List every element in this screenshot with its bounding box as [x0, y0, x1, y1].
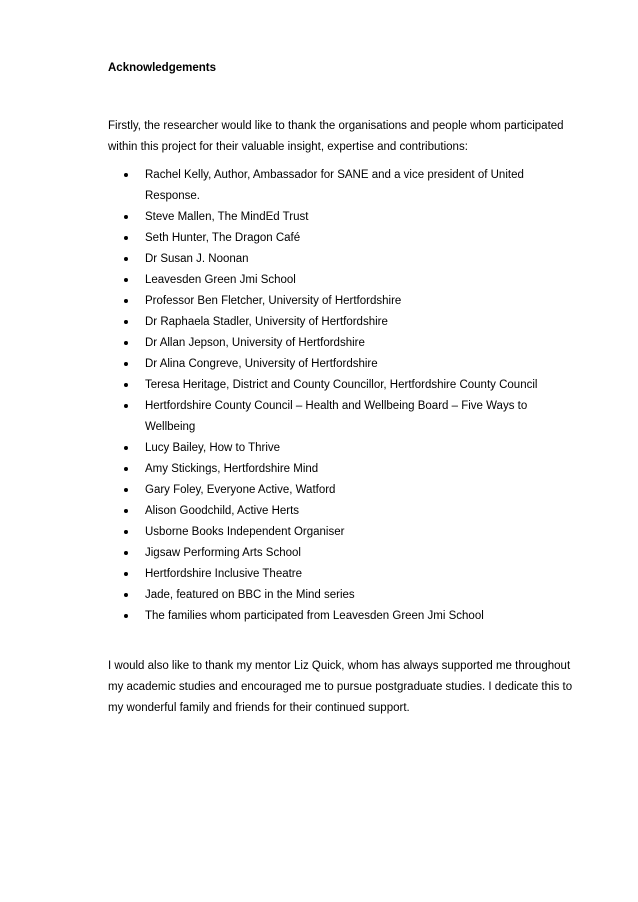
bullet-icon: [124, 236, 128, 240]
page-title: Acknowledgements: [108, 62, 216, 74]
intro-paragraph: Firstly, the researcher would like to thank the organisations and people whom participated within this project for their valuable insight, expertise and contributions:: [108, 120, 564, 153]
bullet-icon: [124, 173, 128, 177]
list-item-text: Lucy Bailey, How to Thrive: [145, 442, 281, 454]
list-item: [108, 333, 568, 354]
list-item-text: Usborne Books Independent Organiser: [145, 526, 345, 538]
bullet-icon: [124, 572, 128, 576]
list-item: [108, 207, 568, 228]
list-item: [108, 249, 568, 270]
bullet-icon: [124, 320, 128, 324]
list-item-text: Seth Hunter, The Dragon Café: [145, 232, 301, 244]
bullet-icon: [124, 593, 128, 597]
list-item-text: Dr Alina Congreve, University of Hertfordshire: [145, 358, 378, 370]
bullet-icon: [124, 257, 128, 261]
list-item: [108, 312, 568, 333]
bullet-icon: [124, 488, 128, 492]
list-item-text: The families whom participated from Leavesden Green Jmi School: [145, 610, 484, 622]
list-item: [108, 270, 568, 291]
list-item: [108, 396, 568, 438]
bullet-icon: [124, 299, 128, 303]
list-item: [108, 165, 568, 207]
list-item: [108, 375, 568, 396]
list-item-text: Steve Mallen, The MindEd Trust: [145, 211, 309, 223]
list-item-text: Gary Foley, Everyone Active, Watford: [145, 484, 336, 496]
list-item: [108, 354, 568, 375]
list-item-text: Rachel Kelly, Author, Ambassador for SANE and a vice president of United Response.: [145, 169, 524, 202]
list-item: [108, 564, 568, 585]
list-item-text: Alison Goodchild, Active Herts: [145, 505, 300, 517]
list-item: [108, 501, 568, 522]
list-item-text: Professor Ben Fletcher, University of Hertfordshire: [145, 295, 402, 307]
bullet-icon: [124, 614, 128, 618]
list-item-text: Leavesden Green Jmi School: [145, 274, 296, 286]
list-item: [108, 522, 568, 543]
list-item: [108, 480, 568, 501]
list-item: [108, 606, 568, 627]
list-item-text: Jigsaw Performing Arts School: [145, 547, 301, 559]
list-item: [108, 585, 568, 606]
list-item-text: Dr Raphaela Stadler, University of Hertfordshire: [145, 316, 388, 328]
list-item-text: Teresa Heritage, District and County Councillor, Hertfordshire County Council: [145, 379, 538, 391]
bullet-icon: [124, 278, 128, 282]
list-item-text: Dr Susan J. Noonan: [145, 253, 249, 265]
bullet-icon: [124, 446, 128, 450]
bullet-icon: [124, 551, 128, 555]
list-item: [108, 228, 568, 249]
list-item: [108, 543, 568, 564]
list-item-text: Hertfordshire Inclusive Theatre: [145, 568, 303, 580]
bullet-icon: [124, 509, 128, 513]
list-item-text: Hertfordshire County Council – Health and Wellbeing Board – Five Ways to Wellbeing: [145, 400, 528, 433]
bullet-icon: [124, 404, 128, 408]
list-item-text: Amy Stickings, Hertfordshire Mind: [145, 463, 319, 475]
bullet-icon: [124, 383, 128, 387]
closing-paragraph: I would also like to thank my mentor Liz Quick, whom has always supported me throughout my academic studies and encouraged me to pursue postgraduate studies. I dedicate this to my wonderful family and friends for their continued support.: [108, 660, 573, 714]
list-item: [108, 459, 568, 480]
bullet-icon: [124, 362, 128, 366]
list-item-text: Jade, featured on BBC in the Mind series: [145, 589, 355, 601]
bullet-icon: [124, 215, 128, 219]
list-item: [108, 291, 568, 312]
bullet-icon: [124, 341, 128, 345]
list-item: [108, 438, 568, 459]
bullet-icon: [124, 467, 128, 471]
list-item-text: Dr Allan Jepson, University of Hertfordshire: [145, 337, 365, 349]
acknowledgement-list: [108, 165, 568, 627]
bullet-icon: [124, 530, 128, 534]
